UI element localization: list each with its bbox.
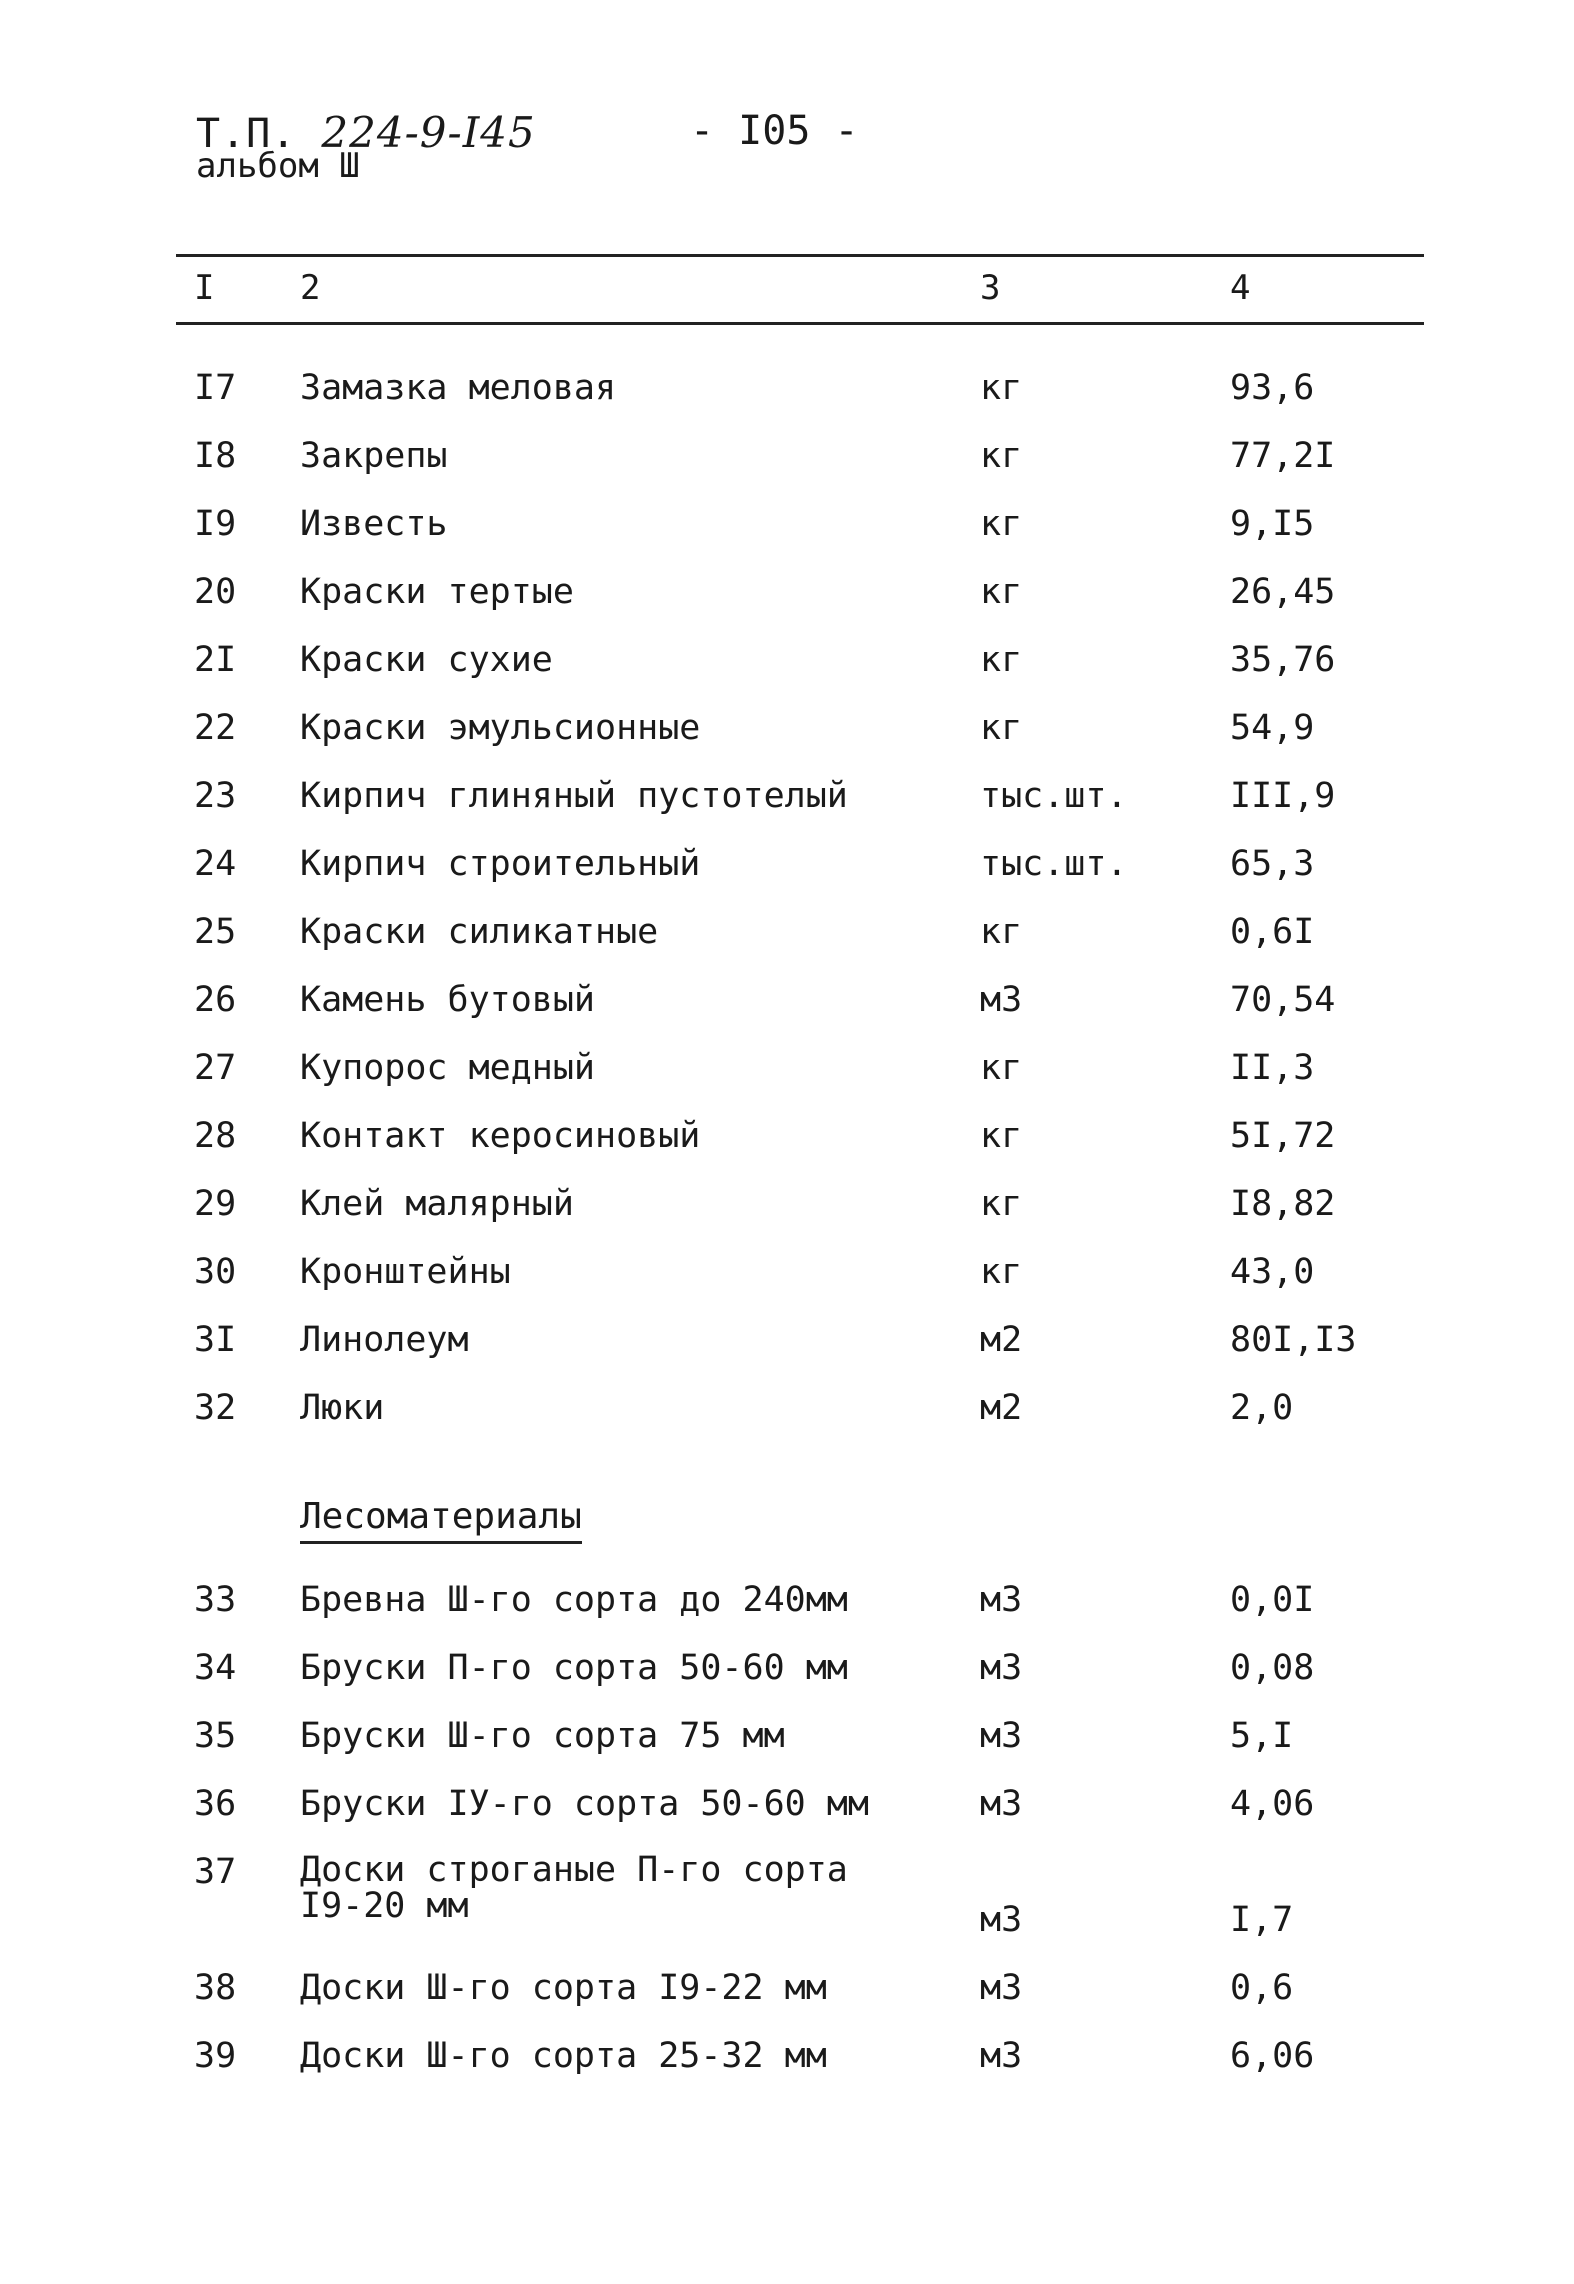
- unit: м3: [980, 980, 1023, 1020]
- material-name: Кирпич строительный: [300, 844, 701, 884]
- row-number: 32: [194, 1388, 237, 1428]
- section-heading-timber: Лесоматериалы: [300, 1496, 582, 1544]
- material-name: Краски эмульсионные: [300, 708, 701, 748]
- unit: кг: [980, 504, 1023, 544]
- quantity: 35,76: [1230, 640, 1336, 680]
- unit: кг: [980, 1252, 1023, 1292]
- unit: м3: [980, 1716, 1023, 1756]
- unit: м3: [980, 1648, 1023, 1688]
- table-top-rule: [176, 254, 1424, 257]
- table-row: [0, 912, 1574, 972]
- material-name: Известь: [300, 504, 448, 544]
- material-name: Доски Ш-го сорта І9-22 мм: [300, 1968, 827, 2008]
- column-header-2: 2: [300, 268, 321, 308]
- unit: кг: [980, 436, 1023, 476]
- row-number: 39: [194, 2036, 237, 2076]
- unit: м3: [980, 2036, 1023, 2076]
- row-number: 28: [194, 1116, 237, 1156]
- table-row: [0, 1252, 1574, 1312]
- album-label: альбом Ш: [196, 146, 360, 186]
- row-number: 3І: [194, 1320, 237, 1360]
- row-number: 23: [194, 776, 237, 816]
- quantity: І,7: [1230, 1900, 1294, 1940]
- column-header-3: 3: [980, 268, 1001, 308]
- quantity: 80І,І3: [1230, 1320, 1357, 1360]
- unit: кг: [980, 1116, 1023, 1156]
- material-name: Кирпич глиняный пустотелый: [300, 776, 848, 816]
- unit: кг: [980, 1048, 1023, 1088]
- quantity: 0,6І: [1230, 912, 1315, 952]
- quantity: ІІ,3: [1230, 1048, 1315, 1088]
- row-number: 38: [194, 1968, 237, 2008]
- quantity: 5,І: [1230, 1716, 1294, 1756]
- row-number: 25: [194, 912, 237, 952]
- quantity: 77,2І: [1230, 436, 1336, 476]
- material-name: Камень бутовый: [300, 980, 596, 1020]
- material-name: Закрепы: [300, 436, 448, 476]
- table-row: [0, 368, 1574, 428]
- document-code-prefix: Т.П.: [196, 111, 297, 157]
- material-name: Краски силикатные: [300, 912, 659, 952]
- row-number: 24: [194, 844, 237, 884]
- row-number: 22: [194, 708, 237, 748]
- quantity: 9,І5: [1230, 504, 1315, 544]
- table-row: [0, 1388, 1574, 1448]
- material-name: Линолеум: [300, 1320, 469, 1360]
- row-number: 36: [194, 1784, 237, 1824]
- row-number: 34: [194, 1648, 237, 1688]
- unit: тыс.шт.: [980, 776, 1128, 816]
- document-code-handwritten: 224-9-І45: [321, 108, 536, 157]
- unit: тыс.шт.: [980, 844, 1128, 884]
- quantity: 26,45: [1230, 572, 1336, 612]
- material-name: Кронштейны: [300, 1252, 511, 1292]
- quantity: 2,0: [1230, 1388, 1294, 1428]
- quantity: І8,82: [1230, 1184, 1336, 1224]
- unit: кг: [980, 640, 1023, 680]
- material-name: Бревна Ш-го сорта до 240мм: [300, 1580, 848, 1620]
- material-name: Краски сухие: [300, 640, 553, 680]
- table-row: [0, 1048, 1574, 1108]
- unit: м2: [980, 1320, 1023, 1360]
- unit: м3: [980, 1900, 1023, 1940]
- column-header-4: 4: [1230, 268, 1251, 308]
- table-header-rule: [176, 322, 1424, 325]
- quantity: 43,0: [1230, 1252, 1315, 1292]
- material-name: Купорос медный: [300, 1048, 596, 1088]
- table-row: [0, 980, 1574, 1040]
- unit: м2: [980, 1388, 1023, 1428]
- table-row: [0, 1116, 1574, 1176]
- table-row: [0, 776, 1574, 836]
- material-name: Бруски ІУ-го сорта 50-60 мм: [300, 1784, 869, 1824]
- row-number: І8: [194, 436, 237, 476]
- quantity: ІІІ,9: [1230, 776, 1336, 816]
- quantity: 5І,72: [1230, 1116, 1336, 1156]
- quantity: 0,6: [1230, 1968, 1294, 2008]
- table-row: [0, 1648, 1574, 1708]
- unit: м3: [980, 1968, 1023, 2008]
- row-number: 33: [194, 1580, 237, 1620]
- row-number: 30: [194, 1252, 237, 1292]
- row-number: 27: [194, 1048, 237, 1088]
- column-header-1: I: [194, 268, 215, 308]
- material-name: Люки: [300, 1388, 385, 1428]
- material-name: Доски строганые П-го сорта І9-20 мм: [300, 1850, 848, 1926]
- unit: кг: [980, 572, 1023, 612]
- quantity: 0,0І: [1230, 1580, 1315, 1620]
- table-row: [0, 844, 1574, 904]
- quantity: 54,9: [1230, 708, 1315, 748]
- unit: кг: [980, 708, 1023, 748]
- table-row: [0, 1184, 1574, 1244]
- row-number: 2І: [194, 640, 237, 680]
- row-number: І9: [194, 504, 237, 544]
- material-name: Бруски П-го сорта 50-60 мм: [300, 1648, 848, 1688]
- quantity: 6,06: [1230, 2036, 1315, 2076]
- quantity: 70,54: [1230, 980, 1336, 1020]
- row-number: 20: [194, 572, 237, 612]
- material-name: Контакт керосиновый: [300, 1116, 701, 1156]
- unit: м3: [980, 1580, 1023, 1620]
- quantity: 4,06: [1230, 1784, 1315, 1824]
- table-row: [0, 2036, 1574, 2096]
- table-row: [0, 1320, 1574, 1380]
- material-name: Клей малярный: [300, 1184, 574, 1224]
- row-number: 29: [194, 1184, 237, 1224]
- row-number: І7: [194, 368, 237, 408]
- material-name: Краски тертые: [300, 572, 574, 612]
- quantity: 93,6: [1230, 368, 1315, 408]
- unit: кг: [980, 368, 1023, 408]
- table-row: [0, 504, 1574, 564]
- table-row: [0, 572, 1574, 632]
- material-name: Бруски Ш-го сорта 75 мм: [300, 1716, 785, 1756]
- table-row: [0, 1852, 1574, 1962]
- table-row: [0, 708, 1574, 768]
- material-name: Доски Ш-го сорта 25-32 мм: [300, 2036, 827, 2076]
- row-number: 26: [194, 980, 237, 1020]
- unit: кг: [980, 1184, 1023, 1224]
- row-number: 35: [194, 1716, 237, 1756]
- unit: кг: [980, 912, 1023, 952]
- table-row: [0, 1580, 1574, 1640]
- page-number: - І05 -: [690, 108, 859, 154]
- row-number: 37: [194, 1852, 237, 1892]
- table-row: [0, 1968, 1574, 2028]
- quantity: 0,08: [1230, 1648, 1315, 1688]
- table-row: [0, 640, 1574, 700]
- material-name: Замазка меловая: [300, 368, 617, 408]
- unit: м3: [980, 1784, 1023, 1824]
- table-row: [0, 1716, 1574, 1776]
- table-row: [0, 436, 1574, 496]
- quantity: 65,3: [1230, 844, 1315, 884]
- table-row: [0, 1784, 1574, 1844]
